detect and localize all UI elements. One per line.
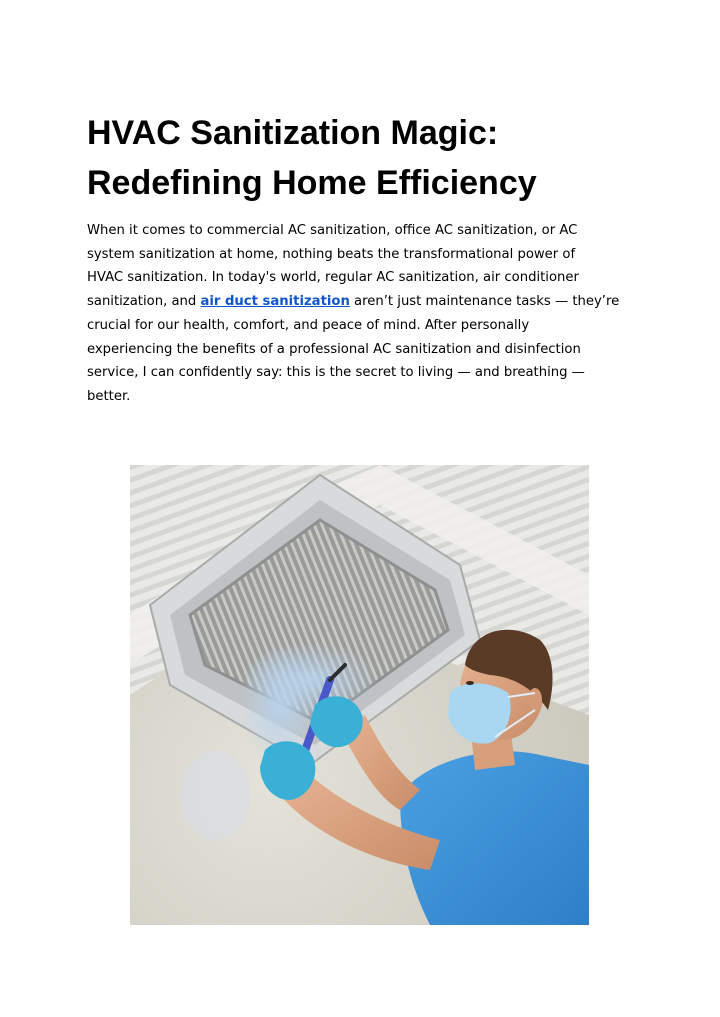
air-duct-sanitization-link[interactable]: air duct sanitization (200, 294, 350, 310)
paragraph-line-7: service, I can confidently say: this is the secret to living — and breathing — (87, 365, 585, 381)
paragraph-line-2: system sanitization at home, nothing beats the transformational power of (87, 246, 576, 262)
paragraph-line-1: When it comes to commercial AC sanitization, office AC sanitization, or AC (87, 223, 578, 238)
paragraph-line-5: crucial for our health, comfort, and peace of mind. After personally (87, 317, 530, 333)
paragraph-line-6: experiencing the benefits of a professional AC sanitization and disinfection (87, 341, 581, 357)
paragraph-text: sanitization, and (87, 294, 201, 310)
paragraph-line-8: better. (87, 388, 131, 404)
technician-sanitizing-vent-photo (130, 465, 589, 925)
title-line-1: HVAC Sanitization Magic: (87, 114, 499, 152)
page-title (87, 108, 647, 208)
paragraph-text: aren’t just maintenance tasks — they’re (349, 294, 620, 310)
paragraph-line-4 (87, 290, 632, 314)
title-line-2: Redefining Home Efficiency (87, 164, 537, 202)
paragraph-line-3: HVAC sanitization. In today's world, regular AC sanitization, air conditioner (87, 270, 579, 286)
intro-paragraph (87, 219, 632, 409)
